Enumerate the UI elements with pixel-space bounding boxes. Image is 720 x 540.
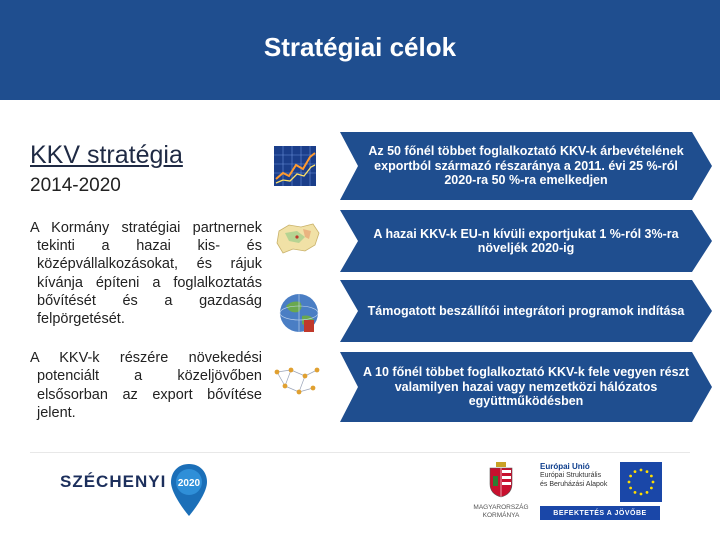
goal-text-2: A hazai KKV-k EU-n kívüli exportjukat 1 %-ról 3%-ra növeljék 2020-ig <box>373 226 679 255</box>
strategy-period: 2014-2020 <box>30 175 121 196</box>
paragraph-1: A Kormány stratégiai partnernek tekinti a hazai kis- és középvállalkozásokat, és rájuk kívánja építeni a foglalkoztatás bővítését és a gazdaság felpörgetését. <box>30 220 262 328</box>
eu-funds-line2: és Beruházási Alapok <box>540 481 608 488</box>
goal-banner-1 <box>340 132 712 200</box>
coat-of-arms-icon <box>488 462 514 498</box>
eu-star <box>634 470 637 473</box>
map-icon <box>275 219 321 265</box>
eu-star <box>652 481 655 484</box>
eu-funds-line1: Európai Strukturális <box>540 472 602 479</box>
eu-star <box>629 487 632 490</box>
gov-label-line2: KORMÁNYA <box>482 512 520 519</box>
title-divider <box>0 100 720 106</box>
slide-title: Stratégiai célok <box>263 32 457 62</box>
goal-text-1: Az 50 főnél többet foglalkoztató KKV-k árbevételének exportból származó részaránya a 2011. évi 25 %-ról 2020-ra 50 %-ra emelkedjen <box>368 144 684 188</box>
eu-flag-icon <box>620 462 662 502</box>
eu-star <box>629 475 632 478</box>
eu-invest-banner: BEFEKTETÉS A JÖVŐBE <box>540 506 660 520</box>
eu-star <box>650 487 653 490</box>
eu-star <box>646 491 649 494</box>
goal-banner-4 <box>340 352 712 422</box>
paragraph-2: A KKV-k részére növekedési potenciált a közeljövőben elsősorban az export bővítése jelent. <box>30 350 262 421</box>
eu-star <box>650 475 653 478</box>
eu-star <box>634 491 637 494</box>
goal-banner-3 <box>340 280 712 342</box>
eu-star <box>628 481 631 484</box>
globe-icon <box>276 290 322 336</box>
gov-label-line1: MAGYARORSZÁG <box>473 504 529 511</box>
goal-banner-2 <box>340 210 712 272</box>
network-icon <box>271 362 317 408</box>
szechenyi-2020-logo <box>60 462 230 520</box>
eu-star <box>640 493 643 496</box>
szechenyi-label: SZÉCHENYI <box>60 472 167 491</box>
bar-chart-icon <box>273 143 319 189</box>
government-coat-of-arms <box>470 460 532 532</box>
eu-title: Európai Unió <box>540 462 590 471</box>
left-column <box>30 140 262 422</box>
footer-divider <box>30 452 690 453</box>
eu-star <box>646 470 649 473</box>
goal-text-4: A 10 főnél többet foglalkoztató KKV-k fele vegyen részt valamilyen hazai vagy nemzetközi hálózatos együttműködésben <box>363 365 689 409</box>
strategy-heading: KKV stratégia <box>30 141 183 169</box>
eu-star <box>640 469 643 472</box>
location-pin-icon <box>168 462 210 518</box>
goal-text-3: Támogatott beszállítói integrátori programok indítása <box>367 303 685 318</box>
szechenyi-year: 2020 <box>177 478 201 489</box>
